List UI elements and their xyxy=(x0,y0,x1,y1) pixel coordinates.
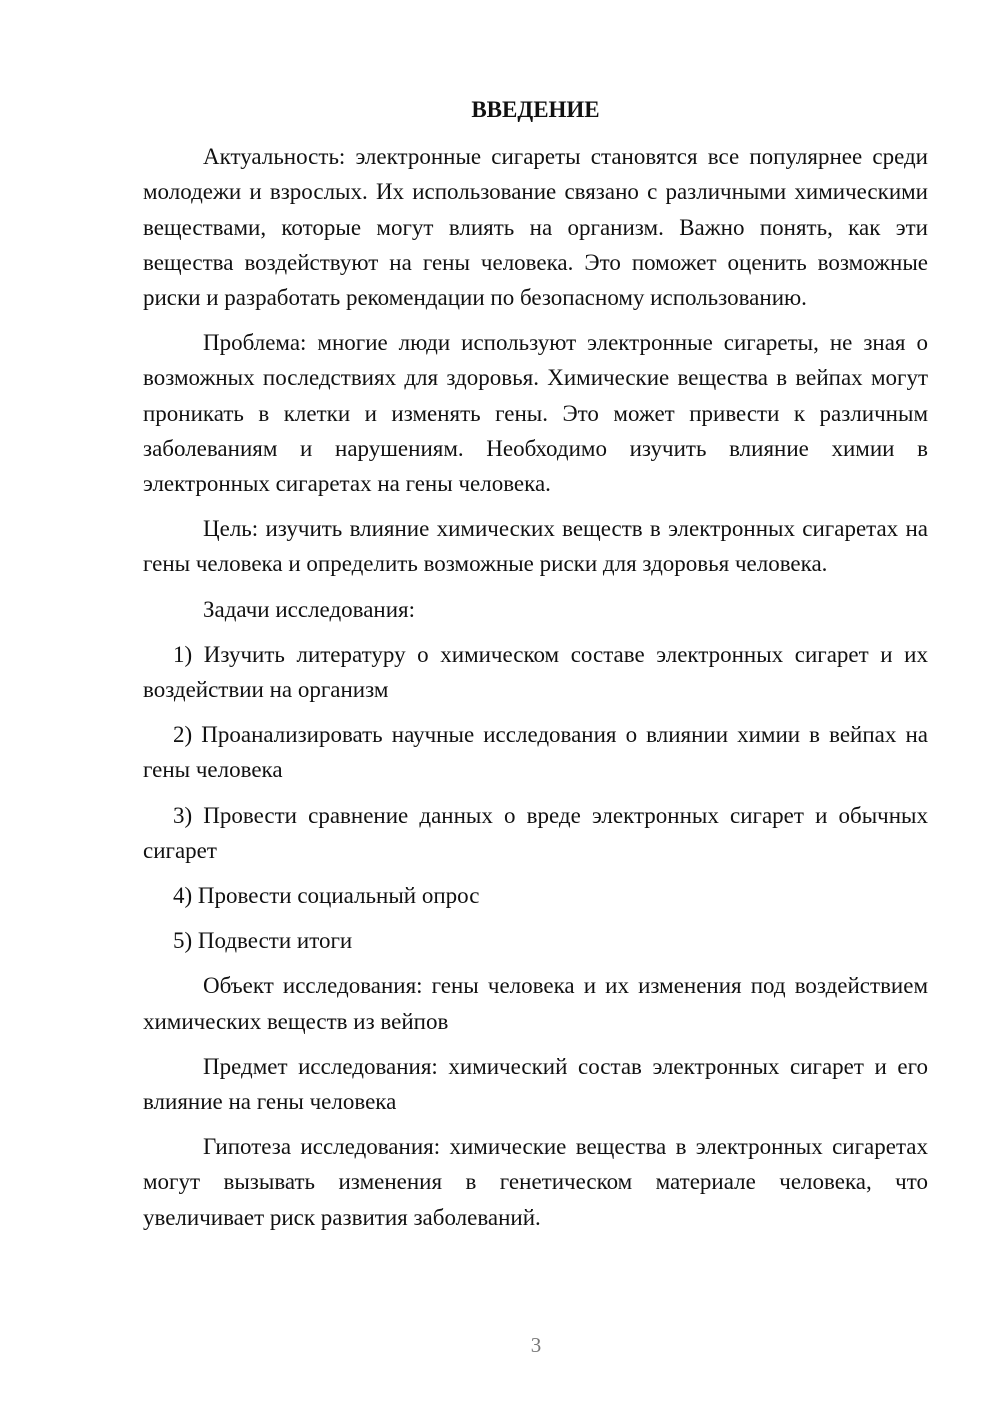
task-item: 1) Изучить литературу о химическом составе электронных сигарет и их воздействии на организм xyxy=(143,641,928,703)
object-paragraph: Объект исследования: гены человека и их изменения под воздействием химических веществ из вейпов xyxy=(143,973,928,1034)
task-item: 5) Подвести итоги xyxy=(173,928,353,954)
hypothesis-paragraph: Гипотеза исследования: химические вещества в электронных сигаретах могут вызывать изменения в генетическом материале человека, что увеличивает риск развития заболеваний. xyxy=(143,1134,928,1230)
subject-paragraph: Предмет исследования: химический состав электронных сигарет и его влияние на гены человека xyxy=(143,1053,928,1115)
task-item: 3) Провести сравнение данных о вреде электронных сигарет и обычных сигарет xyxy=(143,802,928,863)
task-item: 4) Провести социальный опрос xyxy=(173,883,480,909)
task-item: 2) Проанализировать научные исследования о влиянии химии в вейпах на гены человека xyxy=(143,722,928,783)
tasks-heading: Задачи исследования: xyxy=(203,596,416,622)
relevance-paragraph: Актуальность: электронные сигареты становятся все популярнее среди молодежи и взрослых. Их использование связано с различными химическими веществами, которые могут влиять на организм. Важно понять, как эти вещества воздействуют на гены человека. Это поможет оценить возможные риски и разработать рекомендации по безопасному использованию. xyxy=(143,144,928,311)
goal-paragraph: Цель: изучить влияние химических веществ в электронных сигаретах на гены человека и определить возможные риски для здоровья человека. xyxy=(143,516,928,577)
page-number: 3 xyxy=(530,1333,542,1357)
page-content xyxy=(143,92,928,1245)
page-title: ВВЕДЕНИЕ xyxy=(471,97,600,122)
problem-paragraph: Проблема: многие люди используют электронные сигареты, не зная о возможных последствиях для здоровья. Химические вещества в вейпах могут проникать в клетки и изменять гены. Это может привести к различным заболеваниям и нарушениям. Необходимо изучить влияние химии в электронных сигаретах на гены человека. xyxy=(143,330,928,497)
